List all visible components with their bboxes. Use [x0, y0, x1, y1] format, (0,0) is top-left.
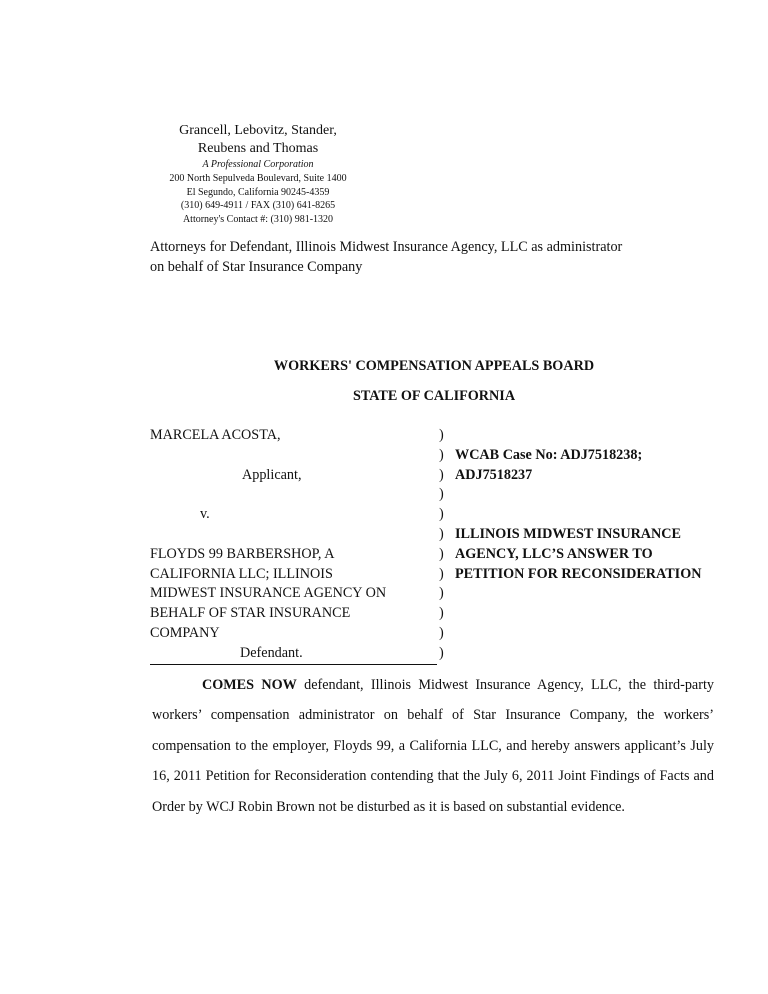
paren: ) — [439, 506, 444, 523]
firm-address2: El Segundo, California 90245-4359 — [186, 186, 330, 198]
firm-contact: Attorney's Contact #: (310) 981-1320 — [182, 213, 334, 225]
document-title-line: ILLINOIS MIDWEST INSURANCE — [455, 525, 682, 542]
attorneys-line2: on behalf of Star Insurance Company — [150, 259, 363, 275]
caption-case-info — [455, 426, 755, 584]
attorneys-line1: Attorneys for Defendant, Illinois Midwest Insurance Agency, LLC as administrator — [150, 239, 623, 255]
paren: ) — [439, 624, 444, 641]
defendant-line: MIDWEST INSURANCE AGENCY ON — [150, 585, 387, 602]
caption-parentheses — [439, 426, 449, 664]
applicant-label: Applicant, — [242, 466, 302, 483]
paren: ) — [439, 446, 444, 463]
firm-phone: (310) 649-4911 / FAX (310) 641-8265 — [180, 200, 336, 211]
document-title-line: AGENCY, LLC’S ANSWER TO — [455, 545, 653, 562]
paren: ) — [439, 565, 444, 582]
body-paragraph — [152, 670, 714, 822]
paren: ) — [439, 585, 444, 602]
defendant-line: BEHALF OF STAR INSURANCE — [150, 605, 351, 622]
defendant-label: Defendant. — [240, 644, 303, 661]
document-title-line: PETITION FOR RECONSIDERATION — [455, 565, 702, 582]
spacer-row — [150, 485, 440, 505]
paren: ) — [439, 525, 444, 542]
firm-address1: 200 North Sepulveda Boulevard, Suite 1400 — [169, 173, 347, 184]
spacer-row — [150, 525, 440, 545]
attorneys-for — [150, 237, 720, 277]
case-number-line2: ADJ7518237 — [455, 466, 533, 483]
letterhead — [148, 122, 368, 226]
paragraph-body: defendant, Illinois Midwest Insurance Agency, LLC, the third-party workers’ compensation administrator on behalf of Star Insurance Company, the workers’ compensation to the employer, Floyds 99, a California LLC, and hereby answers applicant’s July 16, 2011 Petition for Reconsideration contending that the July 6, 2011 Joint Findings of Facts and Order by WCJ Robin Brown not be disturbed as it is based on substantial evidence. — [152, 677, 714, 815]
firm-name-line1: Grancell, Lebovitz, Stander, — [179, 123, 337, 138]
paren: ) — [439, 466, 444, 483]
comes-now-lead: COMES NOW — [202, 677, 297, 693]
caption-parties — [150, 426, 440, 665]
firm-corporation: A Professional Corporation — [202, 159, 314, 170]
case-number-line1: WCAB Case No: ADJ7518238; — [455, 446, 643, 463]
paren: ) — [439, 644, 444, 661]
paren: ) — [439, 486, 444, 503]
state-title: STATE OF CALIFORNIA — [352, 388, 516, 404]
firm-name-line2: Reubens and Thomas — [197, 141, 319, 156]
defendant-line: CALIFORNIA LLC; ILLINOIS — [150, 565, 333, 582]
spacer-row — [150, 446, 440, 466]
defendant-line: COMPANY — [150, 624, 220, 641]
paren: ) — [439, 427, 444, 443]
board-title: WORKERS' COMPENSATION APPEALS BOARD — [273, 358, 595, 374]
spacer-row — [455, 505, 755, 525]
spacer-row — [455, 485, 755, 505]
spacer-row — [455, 426, 755, 446]
defendant-line: FLOYDS 99 BARBERSHOP, A — [150, 545, 335, 562]
paren: ) — [439, 545, 444, 562]
paragraph-text — [152, 670, 714, 822]
defendant-label-row — [150, 644, 437, 665]
applicant-name: MARCELA ACOSTA, — [150, 427, 281, 443]
versus-label: v. — [200, 506, 210, 523]
paren: ) — [439, 605, 444, 622]
